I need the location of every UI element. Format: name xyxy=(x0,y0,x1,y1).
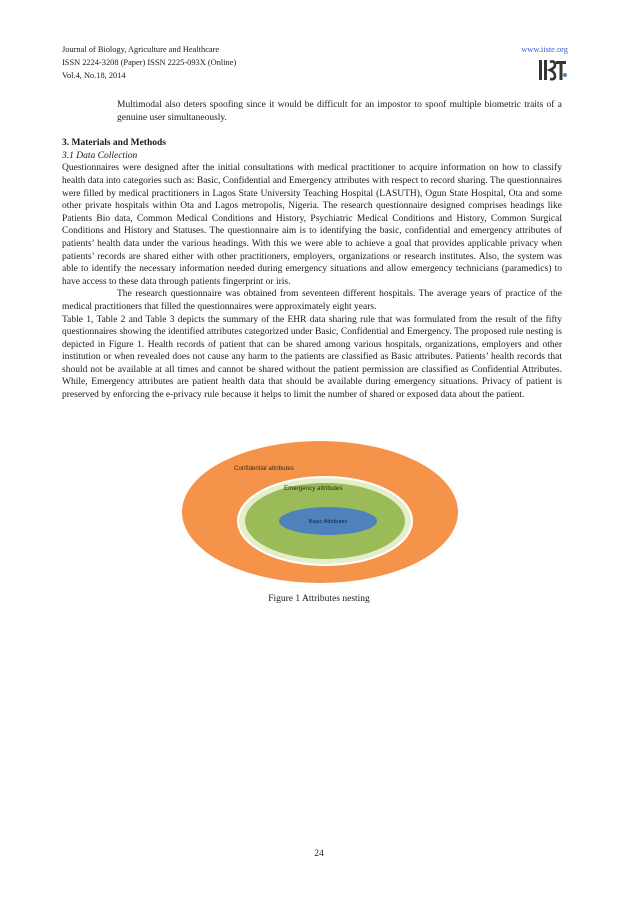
section-heading: 3. Materials and Methods xyxy=(62,138,166,149)
page-number: 24 xyxy=(314,849,324,859)
paragraph-data-collection: Questionnaires were designed after the initial consultations with medical practitioner to acquire information on how to classify health data into categories such as: Basic, Confidential and Emergency attributes with respect to record sharing. The questionnaires were filled by medical practitioners in Lagos State University Teaching Hospital (LASUTH), Ogun State Hospital, Ota and some other private hospitals within Ota and Lagos metropolis, Nigeria. The research questionnaire designed comprises headings like Patients Bio data, Common Medical Conditions and History, Psychiatric Medical Conditions and History, Common Surgical Conditions and History and Statuses. The questionnaire aim is to identifying the basic, confidential and emergency attributes of patients’ health data under the various headings. With this we were able to achieve a goal that provides applicable privacy when patients’ records are shared either with other practitioners, employers, organizations or research institutes. Also, the system was able to identify the necessary information needed during emergency situations and allow emergency technicians (paramedics) to have access to these data through patients fingerprint or iris. xyxy=(62,163,562,287)
basic-attributes-label: Basic Attributes xyxy=(308,519,348,525)
iiste-logo-icon xyxy=(536,58,568,82)
intro-paragraph: Multimodal also deters spoofing since it would be difficult for an impostor to spoof multiple biometric traits of a genuine user simultaneously. xyxy=(117,100,562,123)
emergency-attributes-label: Emergency attributes xyxy=(284,485,343,492)
article-body xyxy=(62,99,562,402)
volume-line: Vol.4, No.18, 2014 xyxy=(62,71,126,80)
page-header xyxy=(62,43,576,82)
subsection-heading: 3.1 Data Collection xyxy=(62,150,138,161)
journal-url-link[interactable]: www.iiste.org xyxy=(521,45,568,54)
journal-name: Journal of Biology, Agriculture and Healthcare xyxy=(62,45,220,54)
figure-caption: Figure 1 Attributes nesting xyxy=(268,594,370,604)
paragraph-tables-summary: Table 1, Table 2 and Table 3 depicts the summary of the EHR data sharing rule that was formulated from the result of the fifty questionnaires showing the identified attributes categorized under Basic, Confidential and Emergency. The proposed rule nesting is depicted in Figure 1. Health records of patient that can be shared among various hospitals, organizations, employers and other institution or when revealed does not cause any harm to the patients are classified as Basic attributes. Patients’ health records that should not be available at all times and cannot be shared without the patient permission are classified as Confidential Attributes. While, Emergency attributes are patient health data that should be available during emergency situations. Privacy of patient is preserved by enforcing the e-privacy rule because it helps to limit the number of shared or exposed data about the patient. xyxy=(62,314,562,401)
attributes-nesting-diagram xyxy=(180,439,460,585)
confidential-attributes-label: Confidential attributes xyxy=(234,465,294,472)
paragraph-hospitals: The research questionnaire was obtained from seventeen different hospitals. The average years of practice of the medical practitioners that filled the questionnaires were approximately eight years. xyxy=(62,289,562,312)
issn-line: ISSN 2224-3208 (Paper) ISSN 2225-093X (Online) xyxy=(62,58,237,67)
